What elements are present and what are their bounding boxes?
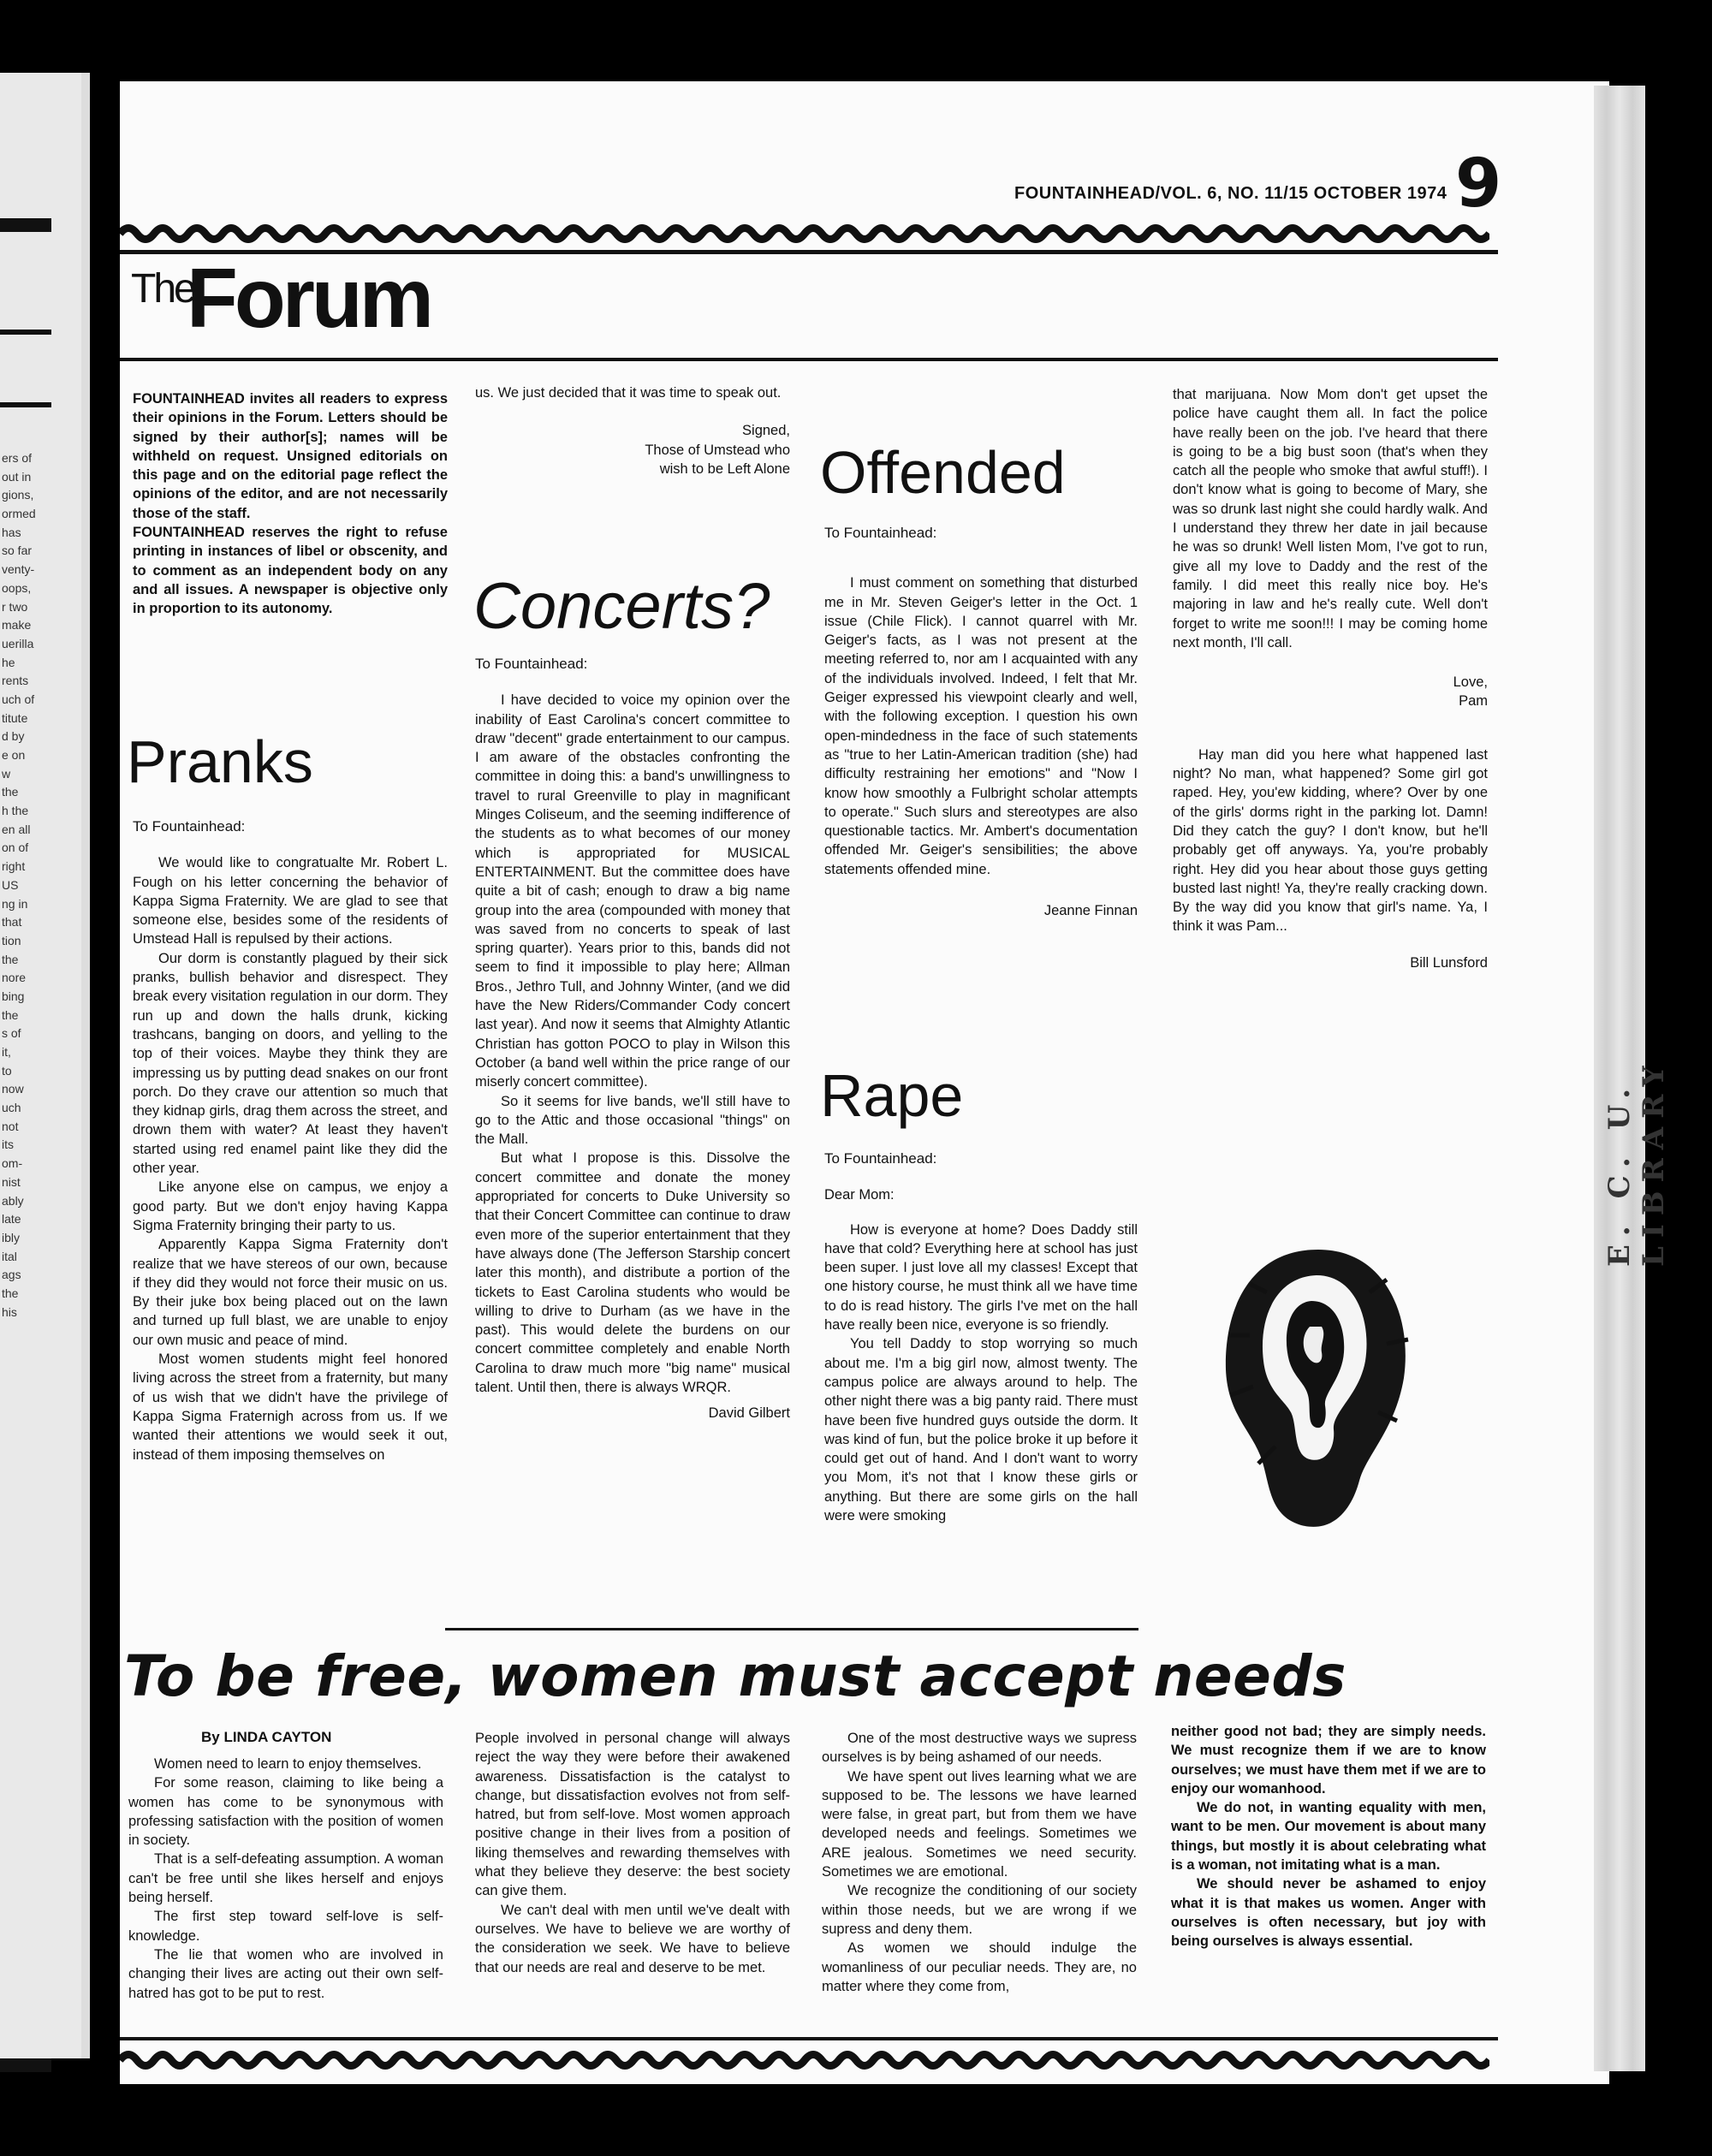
rule-above-article [445,1628,1138,1630]
left-page-fragment: to [2,1063,12,1078]
rape-closing [1173,673,1488,711]
left-page-fragment: uch [2,1101,21,1115]
left-page-fragment: w [2,766,11,781]
concerts-salutation: To Fountainhead: [475,656,588,672]
left-page-text-fragments [2,449,36,1322]
left-page-fragment: s of [2,1026,21,1041]
left-page-fragment: ags [2,1268,21,1282]
left-page-fragment: d by [2,729,25,744]
left-page-fragment: US [2,877,19,892]
policy-paragraph: FOUNTAINHEAD reserves the right to refuse printing in instances of libel or obscenity, and to comment as an independent body on any and all issues. A newspaper is objective only in proportion to its autonomy. [133,525,448,617]
rule-bottom [120,2037,1498,2040]
pranks-signature-line: wish to be Left Alone [659,460,790,477]
women-paragraph: One of the most destructive ways we supress ourselves is by being ashamed of our needs. [822,1731,1137,1766]
left-page-rule [0,2058,51,2072]
rape-greeting: Dear Mom: [824,1187,895,1203]
left-page-fragment: nore [2,971,27,985]
left-page-fragment: gions, [2,488,34,502]
ear-illustration [1216,1241,1412,1532]
women-paragraph: Women need to learn to enjoy themselves. [154,1756,422,1772]
left-page-fragment: oops, [2,580,32,595]
women-column-4 [1171,1722,1486,1951]
library-stamp: E. C. U. LIBRARY [1602,1057,1671,1267]
pranks-signature-line: Signed, [742,423,790,439]
women-paragraph: We should never be ashamed to enjoy what it is that makes us women. Anger with ourselves is often necessary, but joy with being ourselves is always essential. [1171,1876,1486,1950]
pranks-headline: Pranks [127,728,313,795]
left-page-fragment: he [2,655,15,669]
pranks-signature-line: Those of Umstead who [645,442,790,458]
left-page-fragment: make [2,618,32,633]
women-paragraph: The first step toward self-love is self-knowledge. [128,1909,443,1944]
masthead: FOUNTAINHEAD/VOL. 6, NO. 11/15 OCTOBER 1974 [1014,184,1447,203]
left-page-fragment: the [2,1007,19,1022]
rape-continuation [1173,385,1488,972]
left-page-fragment: the [2,785,19,799]
pranks-continuation [475,383,790,478]
left-page-fragment: ormed [2,507,36,521]
left-page-fragment: its [2,1137,14,1152]
women-byline: By LINDA CAYTON [201,1729,332,1745]
left-page-fragment: the [2,1286,19,1300]
left-page-fragment: bing [2,989,25,1003]
left-page-fragment: that [2,915,22,930]
section-title: Forum [187,251,431,345]
rape-paragraph: You tell Daddy to stop worrying so much about me. I'm a big girl now, almost twenty. The campus police are always around to help. The other night there was a big panty raid. There must have been five hundred guys outside the dorm. It was kind of fun, but the police broke it up before it could get out of hand. And I don't want to worry you Mom, it's not that I know these girls or anything. But there are some girls on the hall were were smoking [824,1336,1138,1524]
left-page-fragment: h the [2,804,29,818]
left-page-fragment: on of [2,840,29,855]
rape-continuation-text: that marijuana. Now Mom don't get upset the police have caught them all. In fact the police have really been on the job. I've heard that there is going to be a big bust soon (that's when they catch all the people who smoke that awful stuff!). I don't know what is going to become of Mary, she was so drunk last night she could hardly walk. And I understand they threw her date in jail because he was so drunk! Well listen Mom, I've got to run, give all my love to Daddy and the rest of the family. I did meet this really nice boy. He's majoring in law and he's really cute. Well don't forget to write me soon!!! I may be coming home next month, I'll call. [1173,387,1488,650]
policy-box [133,389,448,619]
concerts-paragraph: So it seems for live bands, we'll still have to go to the Attic and those occasional "things" on the Mall. [475,1093,790,1148]
offended-salutation: To Fountainhead: [824,525,937,541]
left-page-fragment: now [2,1082,24,1096]
women-column-1 [128,1755,443,2003]
rape-postscript: Hay man did you here what happened last night? No man, what happened? Some girl got raped. Hey, you'ew kidding, where? Over by one of the girls' dorms right in the parking lot. Damn! Did they catch the guy? I don't know, but he'll probably get off anyways. Ya, you're probably right. Hey did you hear about those guys getting busted last night! Ya, they're really cracking down. By the way did you know that girl's name. Ya, I think it was Pam... [1173,746,1488,935]
left-page-fragment: uerilla [2,636,34,650]
rape-closing-line: Love, [1453,674,1488,691]
left-page-fragment: his [2,1304,17,1319]
pranks-signature [475,421,790,478]
left-page-fragment: out in [2,469,32,484]
left-page-fragment: late [2,1212,21,1226]
page-number: 9 [1455,146,1502,223]
pranks-paragraph: Most women students might feel honored living across the street from a fraternity, but many of us wish that we didn't have the privilege of Kappa Sigma Fraternigh across from us. If we wanted their attentions we would seek it out, instead of them imposing themselves on [133,1351,448,1463]
pranks-paragraph: Our dorm is constantly plagued by their sick pranks, bullish behavior and disrespect. They break every visitation regulation in our dorm. They run up and down the halls drunk, kicking trashcans, banging on doors, and yelling to the top of their voices. Maybe they think they are impressing us by putting dead snakes on our front porch. Do they crave our attention so much that they kidnap girls, drag them across the street, and drown them with water? At least they haven't started using red enamel paint like they did the other year. [133,950,448,1177]
women-column-2 [475,1729,790,1977]
women-paragraph: For some reason, claiming to like being a women has come to be synonymous with professing satisfaction with the position of women in society. [128,1775,443,1849]
offended-letter [824,524,1138,920]
left-page-fragment: uch of [2,692,35,706]
concerts-paragraph: I have decided to voice my opinion over the inability of East Carolina's concert committee to draw "decent" grade entertainment to our campus. I am aware of the obstacles confronting the committee in doing this: a band's unwillingness to travel to rural Greenville to play in magnificant Minges Coliseum, and the seeming indifference of the students as to what becomes of our money which is appropriated for MUSICAL ENTERTAINMENT. But the committee does have quite a bit of cash; enough to draw a big name group into the area (compounded with money that was saved from no concerts to speak of last spring quarter). Years prior to this, bands did not seem to find it impossible to play here; Allman Bros., Jethro Tull, and Johnny Winter, (and we did have the New Riders/Commander Cody concert last year). And now it seems that Almighty Atlantic Christian has gotton POCO to play in Wilson this October (a band well within the price range of our miserly concert committee). [475,692,790,1090]
offended-headline: Offended [820,439,1066,506]
concerts-headline: Concerts? [473,570,770,643]
offended-paragraph: I must comment on something that disturbed me in Mr. Steven Geiger's letter in the Oct. 1 issue (Chile Flick). I cannot quarrel with Mr. Geiger's facts, as I was not present at the meeting referred to, nor am I acquainted with any of the individuals involved. Indeed, I felt that Mr. Geiger expressed his viewpoint clearly and well, with the following exception. I question his own open-mindedness in the face of such statements as "true to her Latin-American tradition (she) had difficulty restraining her emotions" and "Now I know how smoothly a Fulbright scholar attempts to operate." Such slurs and stereotypes are also questionable tactics. Mr. Ambert's documentation offended Mr. Geiger's sensibilities; the above statements offended mine. [824,575,1138,877]
left-page-fragment: rents [2,674,29,688]
left-page-rule [0,402,51,407]
left-page-edge [0,73,90,2058]
left-page-fragment: has [2,525,21,539]
rule-under-heading [120,358,1498,361]
left-page-fragment: r two [2,599,28,614]
women-paragraph: People involved in personal change will always reject the way they were before their awakened awareness. Dissatisfaction is the catalyst to change, but dissatisfaction evolves not from self-hatred, but from self-love. Most women approach positive change in their lives from a position of liking themselves and rewarding themselves with what they believe they deserve: the best society can give them. [475,1731,790,1899]
pranks-salutation: To Fountainhead: [133,818,246,834]
left-page-fragment: it, [2,1045,11,1059]
rape-closing-line: Pam [1459,693,1488,710]
left-page-rule [0,218,51,232]
left-page-fragment: e on [2,748,26,762]
women-paragraph: We recognize the conditioning of our society within those needs, but we are wrong if we supress and deny them. [822,1883,1137,1937]
rape-salutation: To Fountainhead: [824,1150,937,1167]
women-paragraph: We can't deal with men until we've dealt with ourselves. We have to believe we are worthy of the consideration we seek. We have to believe that our needs are real and deserve to be met. [475,1902,790,1975]
left-page-fragment: en all [2,822,31,836]
offended-signature: Jeanne Finnan [1043,903,1138,919]
left-page-fragment: so far [2,543,33,558]
left-page-fragment: om- [2,1156,23,1171]
women-paragraph: As women we should indulge the womanliness of our peculiar needs. They are, no matter where they come from, [822,1940,1137,1994]
concerts-letter [475,655,790,1423]
rape-headline: Rape [820,1062,964,1129]
policy-paragraph: FOUNTAINHEAD invites all readers to express their opinions in the Forum. Letters should be signed by their author[s]; names will be withheld on request. Unsigned editorials on this page and on the editorial page reflect the opinions of the editor, and are not necessarily those of the staff. [133,391,448,521]
left-page-fragment: right [2,859,26,874]
left-page-fragment: ably [2,1193,24,1208]
left-page-fragment: tion [2,933,21,947]
wavy-rule-bottom [120,2047,1489,2073]
women-paragraph: We do not, in wanting equality with men, want to be men. Our movement is about many things, but mostly it is about celebrating what is a woman, not imitating what is a man. [1171,1800,1486,1874]
pranks-paragraph: Like anyone else on campus, we enjoy a good party. But we don't enjoy having Kappa Sigma Fraternity bringing their party to us. [133,1179,448,1233]
pranks-paragraph: Apparently Kappa Sigma Fraternity don't realize that we have stereos of our own, because if they did they would not force their music on us. By their juke box being placed out on the lawn and turned up full blast, we are unable to enjoy our own music and peace of mind. [133,1237,448,1348]
women-paragraph: That is a self-defeating assumption. A woman can't be free until she likes herself and enjoys being herself. [128,1851,443,1906]
pranks-continuation-text: us. We just decided that it was time to speak out. [475,385,782,401]
rape-letter [824,1149,1138,1525]
left-page-fragment: ibly [2,1230,21,1244]
left-page-fragment: nist [2,1174,21,1189]
concerts-paragraph: But what I propose is this. Dissolve the concert committee and donate the money appropriated for concerts to Duke University so that their Concert Committee can continue to draw even more of the superior entertainment that they have always done (The Jefferson Starship concert later this month), and distribute a portion of the tickets to East Carolina students who would be willing to drive to Durham (as we have in the past). This would delete the burdens on our concert committee completely and enable North Carolina to draw much more "big name" musical talent. Until then, there is always WRQR. [475,1150,790,1395]
left-page-fragment: ers of [2,451,33,465]
rape-signature: Bill Lunsford [1410,954,1488,971]
women-paragraph: neither good not bad; they are simply needs. We must recognize them if we are to know ourselves; we must have them met if we are to enjoy our womanhood. [1171,1724,1486,1797]
pranks-letter [133,817,448,1464]
left-page-fragment: not [2,1119,19,1133]
women-column-3 [822,1729,1137,1996]
left-page-fragment: ng in [2,896,28,911]
left-page-rule [0,330,51,335]
rape-paragraph: How is everyone at home? Does Daddy still have that cold? Everything here at school has just been super. I just love all my classes! Except that one history course, he must think all we have time to do is read history. The girls I've met on the hall have really been nice, everyone is so friendly. [824,1221,1138,1333]
left-page-fragment: the [2,952,19,966]
wavy-rule-top [120,221,1489,246]
left-page-fragment: titute [2,710,28,725]
left-page-fragment: ital [2,1249,17,1263]
left-page-fragment: venty- [2,562,35,577]
section-the: The [131,266,194,312]
concerts-signature: David Gilbert [708,1405,790,1422]
women-paragraph: The lie that women who are involved in changing their lives are acting out their own self-hatred has got to be put to rest. [128,1946,443,2001]
pranks-paragraph: We would like to congratualte Mr. Robert L. Fough on his letter concerning the behavior of Kappa Sigma Fraternity. We are glad to see that someone else, besides some of the residents of Umstead Hall is repulsed by their actions. [133,855,448,947]
women-paragraph: We have spent out lives learning what we are supposed to be. The lessons we have learned were false, in great part, but from them we have developed needs and feelings. Sometimes we ARE jealous. Sometimes we need security. Sometimes we are emotional. [822,1768,1137,1880]
women-headline: To be free, women must accept needs [124,1643,1346,1709]
